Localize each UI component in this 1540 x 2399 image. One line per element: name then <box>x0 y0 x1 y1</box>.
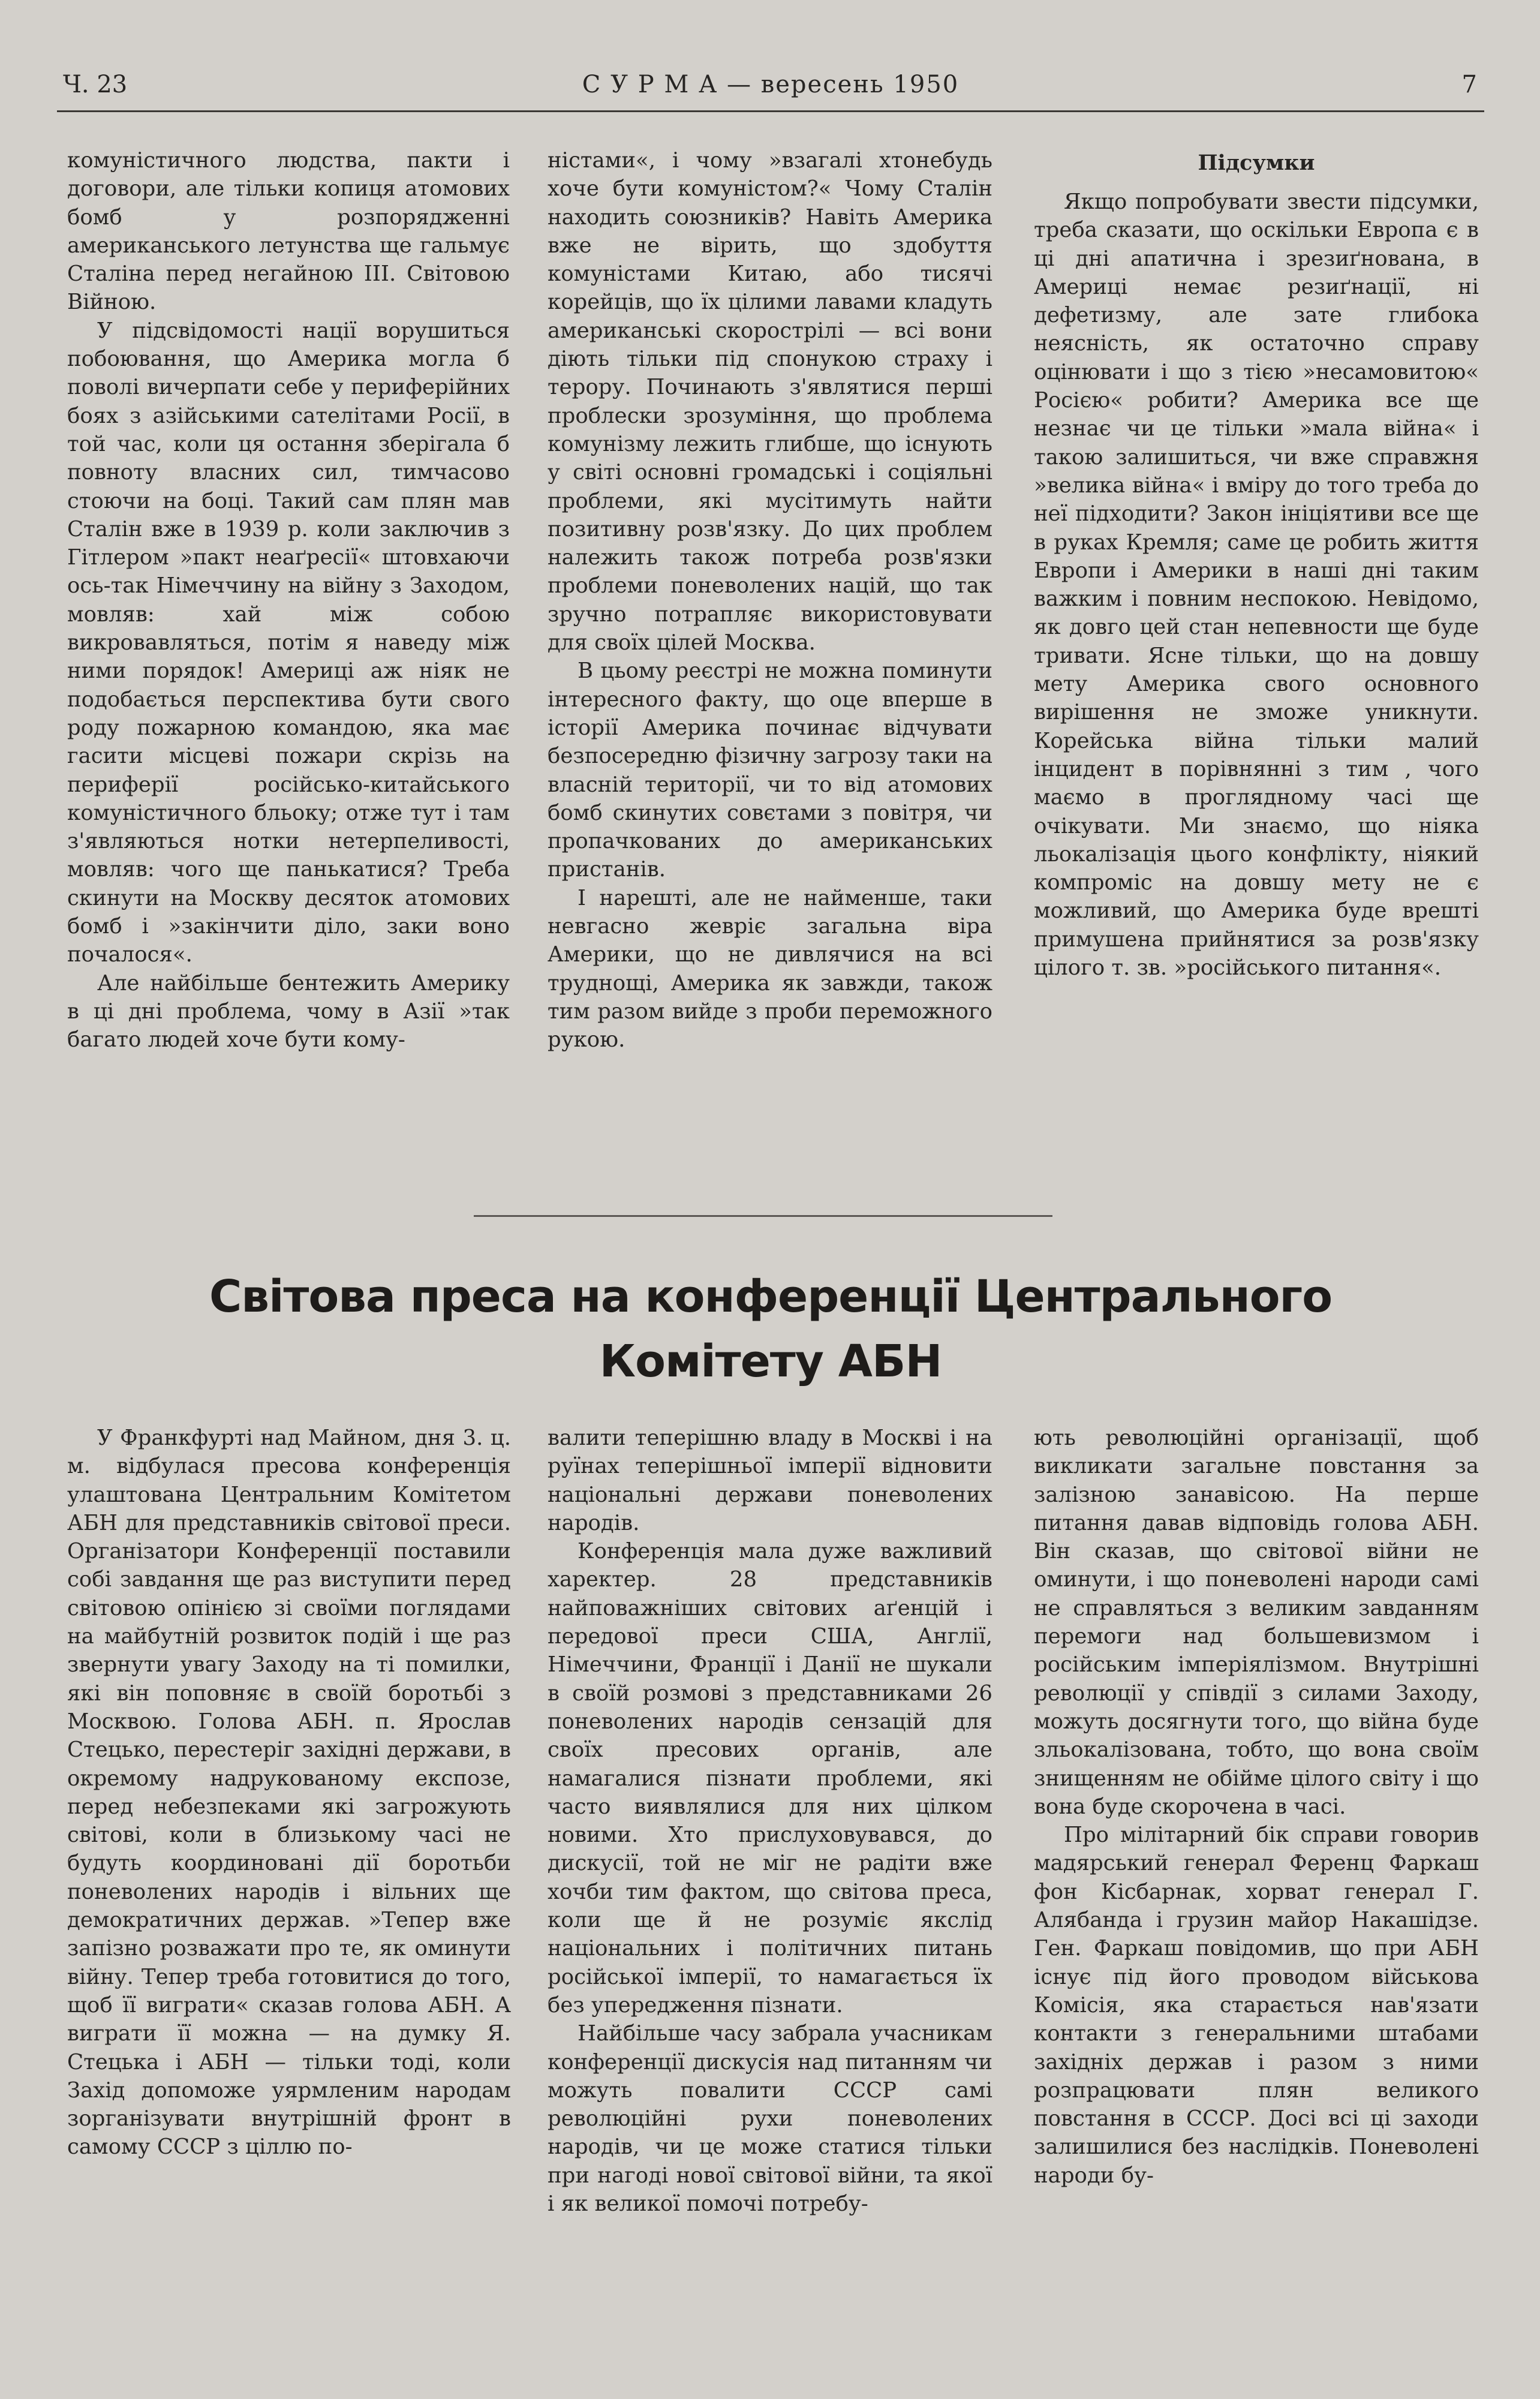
paragraph: В цьому реєстрі не можна поминути інтересного факту, що оце вперше в історії Америка починає відчувати безпосередню фізичну загрозу таки на власній території, чи то від атомових бомб скинутих совєтами з повітря, чи пропачкованих до американських пристанів. <box>548 659 992 882</box>
running-title: С У Р М А — вересень 1950 <box>582 71 960 98</box>
paragraph: І нарешті, але не найменше, таки невгасно жевріє загальна віра Америки, що не дивлячися на всі труднощі, Америка як завжди, також тим разом вийде з проби переможного рукою. <box>548 885 992 1053</box>
article-column-2 <box>548 1424 992 2383</box>
paragraph: Про мілітарний бік справи говорив мадярський генерал Ференц Фаркаш фон Кісбарнак, хорват генерал Г. Алябанда і грузин майор Накашідзе. Ген. Фаркаш повідомив, що при АБН існує під його проводом військова Комісія, яка старається нав'язати контакти з генеральними штабами західніх держав і разом з ними розпрацювати плян великого повстання в СССР. Досі всі ці заходи залишилися без наслідків. Поневолені народи бу- <box>1034 1823 1479 2188</box>
article-column-3 <box>1034 1424 1479 2383</box>
top-column-2 <box>548 146 992 1202</box>
paragraph: Конференція мала дуже важливий харектер. 28 представників найповажніших світових аґенцій і передової преси США, Англії, Німеччини, Франції і Данії не шукали в своїй розмові з представниками 26 поневолених народів сензацій для своїх пресових органів, але намагалися пізнати проблеми, які часто виявлялися для них цілком новими. Хто прислуховувався, до дискусії, той не міг не радіти вже хочби тим фактом, що світова преса, коли ще й не розуміє якслід національних і політичних питань російської імперії, то намагається їх без упередження пізнати. <box>548 1539 992 2018</box>
summary-heading: Підсумки <box>1198 151 1315 175</box>
paragraph: ністами«, і чому »взагалі хтонебудь хоче бути комуністом?« Чому Сталін находить союзників? Навіть Америка вже не вірить, що здобуття комуністами Китаю, або тисячі корейців, що їх цілими лавами кладуть американські скорострілі — всі вони діють тільки під спонукою страху і терору. Починають з'являтися перші проблески зрозуміння, що проблема комунізму лежить глибше, що існують у світі основні громадські і соціяльні проблеми, які мусітимуть найти позитивну розв'язку. До цих проблем належить також потреба розв'язки проблеми поневолених націй, що так зручно потрапляє використовувати для своїх цілей Москва. <box>548 148 992 656</box>
page-number: 7 <box>1461 71 1477 98</box>
top-column-3 <box>1034 149 1479 1204</box>
paragraph: Але найбільше бентежить Америку в ці дні проблема, чому в Азії »так багато людей хоче бути кому- <box>67 970 510 1053</box>
paragraph: У підсвідомості нації ворушиться побоювання, що Америка могла б поволі вичерпати себе у периферійних боях з азійськими сателітами Росії, в той час, коли ця остання зберігала б повноту власних сил, тимчасово стоючи на боці. Такий сам плян мав Сталін вже в 1939 р. коли заключив з Гітлером »пакт неаґресії« штовхаючи ось-так Німеччину на війну з Заходом, мовляв: хай між собою викровавляться, потім я наведу між ними порядок! Америці аж ніяк не подобається перспектива бути свого роду пожарною командою, яка має гасити місцеві пожари скрізь на периферії російсько-китайського комуністичного бльоку; отже тут і там з'являються нотки нетерпеливості, мовляв: чого ще панькатися? Треба скинути на Москву десяток атомових бомб і »закінчити діло, заки воно почалося«. <box>67 318 510 967</box>
paragraph: У Франкфурті над Майном, дня 3. ц. м. відбулася пресова конференція улаштована Центральним Комітетом АБН для представників світової преси. Організатори Конференції поставили собі завдання ще раз виступити перед світовою опінією зі своїми поглядами на майбутній розвиток подій і ще раз звернути увагу Заходу на ті помилки, які він поповняє в своїй боротьбі з Москвою. Голова АБН. п. Ярослав Стецько, перестеріг західні держави, в окремому надрукованому експозе, перед небезпеками які загрожують світові, коли в близькому часі не будуть координовані дії боротьби поневолених народів і вільних ще демократичних держав. »Тепер вже запізно розважати про те, як оминути війну. Тепер треба готовитися до того, щоб її виграти« сказав голова АБН. А виграти її можна — на думку Я. Стецька і АБН — тільки тоді, коли Захід допоможе уярмленим народам зорганізувати внутрішній фронт в самому СССР з ціллю по- <box>67 1426 511 2160</box>
header-rule <box>57 110 1484 112</box>
article-column-1 <box>67 1424 511 2383</box>
article-title-line-2: Комітету АБН <box>599 1336 942 1387</box>
paragraph: валити теперішню владу в Москві і на руїнах теперішньої імперії відновити національні держави поневолених народів. <box>548 1426 992 1535</box>
paragraph: ють революційні організації, щоб викликати загальне повстання за залізною занавісою. На перше питання давав відповідь голова АБН. Він сказав, що світової війни не оминути, і що поневолені народи самі не справляться з великим завданням перемоги над большевизмом і російським імперіялізмом. Внутрішні революції у співдії з силами Заходу, можуть досягнути того, що війна буде зльокалізована, тобто, що вона своїм знищенням не обійме цілого світу і що вона буде скорочена в часі. <box>1034 1426 1479 1819</box>
paragraph: Найбільше часу забрала учасникам конференції дискусія над питанням чи можуть повалити СССР самі революційні рухи поневолених народів, чи це може статися тільки при нагоді нової світової війни, та якої і як великої помочі потребу- <box>548 2021 992 2217</box>
paragraph: комуністичного людства, пакти і договори, але тільки копиця атомових бомб у розпорядженні американського летунства ще гальмує Сталіна перед негайною III. Світовою Війною. <box>67 148 510 315</box>
article-title <box>57 1264 1484 1394</box>
paragraph: Якщо попробувати звести підсумки, треба сказати, що оскільки Европа є в ці дні апатична і зрезиґнована, в Америці немає резиґнації, ні дефетизму, але зате глибока неясність, як остаточно справу оцінювати і що з тією »несамовитою« Росією« робити? Америка все ще незнає чи це тільки »мала війна« і такою залишиться, чи вже справжня »велика війна« і вміру до того треба до неї підходити? Закон ініціятиви все ще в руках Кремля; саме це робить життя Европи і Америки в наші дні таким важким і повним неспокою. Невідомо, як довго цей стан непевности ще буде тривати. Ясне тільки, що на довшу мету Америка свого основного вирішення не зможе уникнути. Корейська війна тільки малий інцидент в порівнянні з тим , чого маємо в проглядному часі ще очікувати. Ми знаємо, що ніяка льокалізація цього конфлікту, ніякий компроміс на довшу мету не є можливий, що Америка буде врешті примушена прийнятися за розв'язку цілого т. зв. »російського питання«. <box>1034 190 1479 981</box>
issue-number: Ч. 23 <box>63 71 128 98</box>
section-divider <box>474 1215 1052 1217</box>
top-column-1 <box>67 146 510 1202</box>
article-title-line-1: Світова преса на конференції Центрального <box>209 1271 1333 1322</box>
page-header <box>57 71 1484 113</box>
